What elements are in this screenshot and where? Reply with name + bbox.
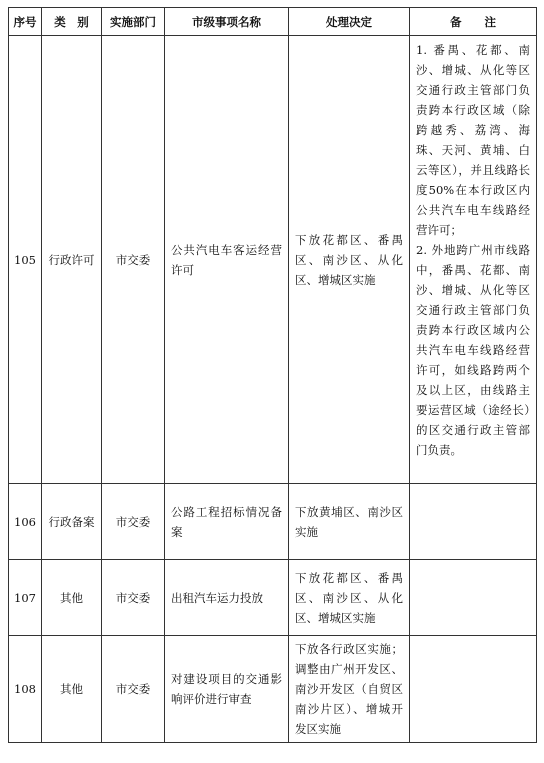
cell-item: 出租汽车运力投放 <box>165 560 289 636</box>
cell-dept: 市交委 <box>102 560 165 636</box>
remark-line: 2. 外地跨广州市线路中，番禺、花都、南沙、增城、从化等区交通行政主管部门负责跨本行政区域内公共汽车电车线路经营许可，如线路跨两个及以上区，由线路主要运营区域（途经长）的区交通行政主管部门负责。 <box>416 243 530 457</box>
cell-decision: 下放花都区、番禺区、南沙区、从化区、增城区实施 <box>289 36 410 484</box>
cell-seq: 107 <box>9 560 42 636</box>
cell-category: 行政备案 <box>42 484 102 560</box>
table-row <box>9 636 537 743</box>
cell-remarks <box>410 36 537 484</box>
table-row <box>9 484 537 560</box>
table-row <box>9 560 537 636</box>
cell-dept: 市交委 <box>102 484 165 560</box>
cell-item: 公路工程招标情况备案 <box>165 484 289 560</box>
cell-seq: 106 <box>9 484 42 560</box>
header-dept: 实施部门 <box>102 8 165 36</box>
remark-line: 1. 番禺、花都、南沙、增城、从化等区交通行政主管部门负责跨本行政区域（除跨越秀、荔湾、海珠、天河、黄埔、白云等区），并且线路长度50%在本行政区内公共汽车电车线路经营许可； <box>416 43 530 237</box>
cell-category: 其他 <box>42 560 102 636</box>
cell-remarks <box>410 636 537 743</box>
cell-dept: 市交委 <box>102 36 165 484</box>
header-remarks: 备 注 <box>410 8 537 36</box>
header-category: 类 别 <box>42 8 102 36</box>
cell-decision: 下放各行政区实施；调整由广州开发区、南沙开发区（自贸区南沙片区）、增城开发区实施 <box>289 636 410 743</box>
cell-seq: 105 <box>9 36 42 484</box>
cell-category: 行政许可 <box>42 36 102 484</box>
cell-decision: 下放花都区、番禺区、南沙区、从化区、增城区实施 <box>289 560 410 636</box>
cell-decision: 下放黄埔区、南沙区实施 <box>289 484 410 560</box>
cell-category: 其他 <box>42 636 102 743</box>
header-row <box>9 8 537 36</box>
header-seq: 序号 <box>9 8 42 36</box>
cell-dept: 市交委 <box>102 636 165 743</box>
cell-remarks <box>410 560 537 636</box>
cell-item: 对建设项目的交通影响评价进行审查 <box>165 636 289 743</box>
cell-item: 公共汽电车客运经营许可 <box>165 36 289 484</box>
header-decision: 处理决定 <box>289 8 410 36</box>
matters-table <box>8 7 537 743</box>
table-row <box>9 36 537 484</box>
cell-remarks <box>410 484 537 560</box>
header-item: 市级事项名称 <box>165 8 289 36</box>
cell-seq: 108 <box>9 636 42 743</box>
